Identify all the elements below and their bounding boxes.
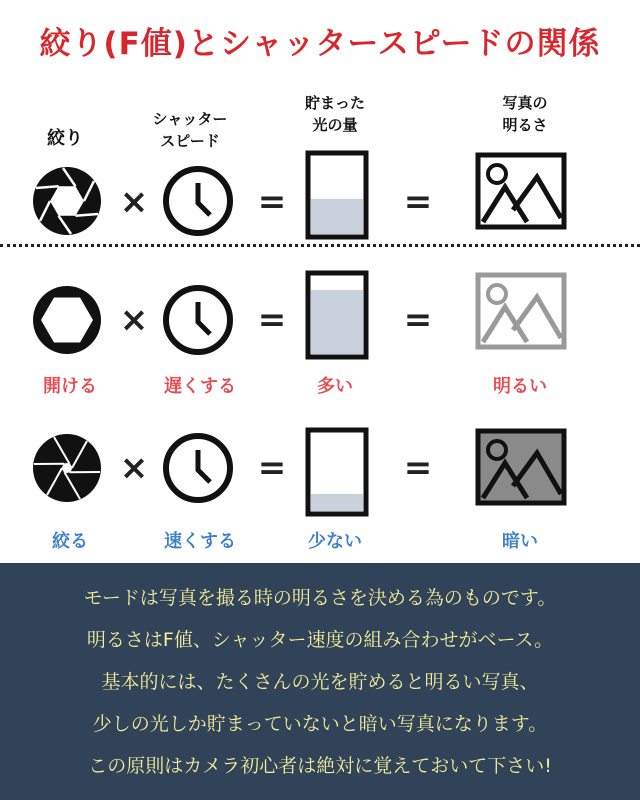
photo-icon-dark [475,428,567,506]
info-line: 明るさはF値、シャッター速度の組み合わせがベース。 [86,629,554,651]
info-line: 基本的には、たくさんの光を貯めると明るい写真、 [101,671,539,693]
times-symbol: × [119,182,149,222]
times-symbol: × [119,300,149,340]
header-shutter: シャッター スピード [152,110,228,150]
label-light-less: 少ない [308,531,362,552]
label-aperture-close: 絞る [52,531,88,552]
equals-symbol: = [257,300,287,340]
page-title: 絞り(F値)とシャッタースピードの関係 [39,26,601,62]
header-aperture: 絞り [47,128,83,149]
label-light-more: 多い [317,376,353,397]
equals-symbol: = [403,448,433,488]
label-photo-dark: 暗い [502,531,538,552]
aperture-icon-closed [31,432,103,504]
clock-icon [160,430,236,506]
label-photo-bright: 明るい [493,376,547,397]
section-divider [0,244,640,247]
info-line: モードは写真を撮る時の明るさを決める為のものです。 [83,587,557,609]
equals-symbol: = [257,182,287,222]
clock-icon [160,282,236,358]
header-photo: 写真の 明るさ [502,94,548,134]
aperture-icon-open [31,284,103,356]
equals-symbol: = [257,448,287,488]
label-shutter-fast: 速くする [164,531,236,552]
equals-symbol: = [403,182,433,222]
light-container-icon [305,427,369,517]
equals-symbol: = [403,300,433,340]
info-panel [0,563,640,800]
photo-icon-bright [475,272,567,350]
light-container-icon [305,150,369,240]
header-light: 貯まった 光の量 [304,94,365,134]
label-aperture-open: 開ける [43,376,97,397]
clock-icon [160,163,236,239]
times-symbol: × [119,448,149,488]
photo-icon [475,152,567,230]
info-line: この原則はカメラ初心者は絶対に覚えておいて下さい! [88,755,552,777]
info-line: 少しの光しか貯まっていないと暗い写真になります。 [92,713,548,735]
aperture-icon-medium [31,165,103,237]
label-shutter-slow: 遅くする [164,376,236,397]
light-container-icon [305,270,369,360]
